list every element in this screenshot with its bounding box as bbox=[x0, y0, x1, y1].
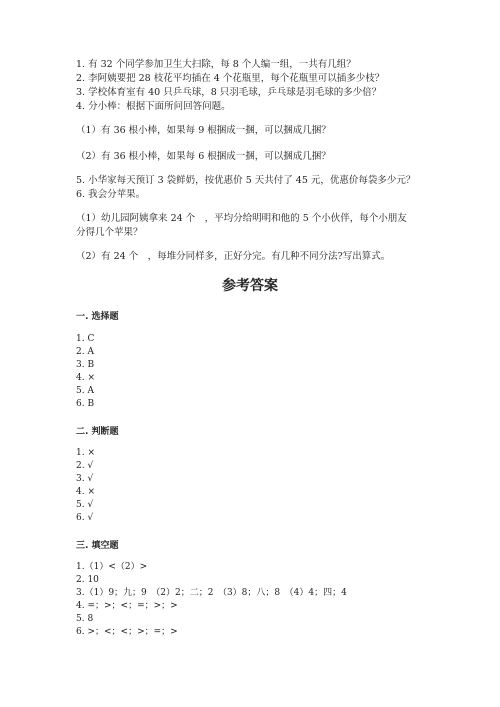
judge-answer: 2. √ bbox=[76, 461, 94, 471]
question-1: 1. 有 32 个同学参加卫生大扫除，每 8 个人编一组，一共有几组？ bbox=[76, 59, 356, 70]
fill-answer: 2. 10 bbox=[76, 575, 99, 585]
fill-answer: 3.（1）9；九；9 （2）2；二；2 （3）8；八；8 （4）4；四；4 bbox=[76, 588, 347, 598]
choice-answer: 3. B bbox=[76, 360, 95, 370]
question-4-part-2: （2）有 36 根小棒，如果每 6 根捆成一捆，可以捆成几捆？ bbox=[76, 151, 331, 162]
question-4: 4. 分小棒：根据下面所问回答问题。 bbox=[76, 101, 231, 112]
judge-answer: 6. √ bbox=[76, 513, 94, 523]
judge-answer: 4. × bbox=[76, 487, 95, 497]
question-6-part-2: （2）有 24 个 ，每堆分同样多，正好分完。有几种不同分法?写出算式。 bbox=[76, 251, 391, 262]
answer-title: 参考答案 bbox=[222, 278, 278, 294]
choice-answer: 1. C bbox=[76, 334, 95, 344]
judge-answer: 1. × bbox=[76, 448, 95, 458]
section-choice-heading: 一. 选择题 bbox=[76, 312, 119, 322]
fill-answer: 6. >；<；<；>；=；> bbox=[76, 627, 178, 637]
fill-answer: 1.（1）<（2）> bbox=[76, 562, 148, 572]
fill-answer: 5. 8 bbox=[76, 614, 94, 624]
question-6-part-1-line-2: 分得几个苹果？ bbox=[76, 227, 143, 238]
question-5: 5. 小华家每天预订 3 袋鲜奶，按优惠价 5 天共付了 45 元，优惠价每袋多少元？ bbox=[76, 175, 416, 186]
section-judge-heading: 二. 判断题 bbox=[76, 427, 119, 437]
judge-answer: 5. √ bbox=[76, 500, 94, 510]
question-2: 2. 李阿姨要把 28 枝花平均插在 4 个花瓶里，每个花瓶里可以插多少枝？ bbox=[76, 73, 385, 84]
judge-answer: 3. √ bbox=[76, 474, 94, 484]
choice-answer: 2. A bbox=[76, 347, 94, 357]
question-6-part-1-line-1: （1）幼儿园阿姨拿来 24 个 ，平均分给明明和他的 5 个小伙伴，每个小朋友 bbox=[76, 213, 407, 224]
choice-answer: 6. B bbox=[76, 399, 95, 409]
question-6: 6. 我会分苹果。 bbox=[76, 189, 146, 200]
choice-answer: 5. A bbox=[76, 386, 94, 396]
fill-answer: 4. =；>；<；=；>；> bbox=[76, 601, 178, 611]
question-4-part-1: （1）有 36 根小棒，如果每 9 根捆成一捆，可以捆成几捆？ bbox=[76, 125, 331, 136]
section-fill-heading: 三. 填空题 bbox=[76, 541, 119, 551]
question-3: 3. 学校体育室有 40 只乒乓球，8 只羽毛球，乒乓球是羽毛球的多少倍？ bbox=[76, 87, 382, 98]
choice-answer: 4. × bbox=[76, 373, 95, 383]
